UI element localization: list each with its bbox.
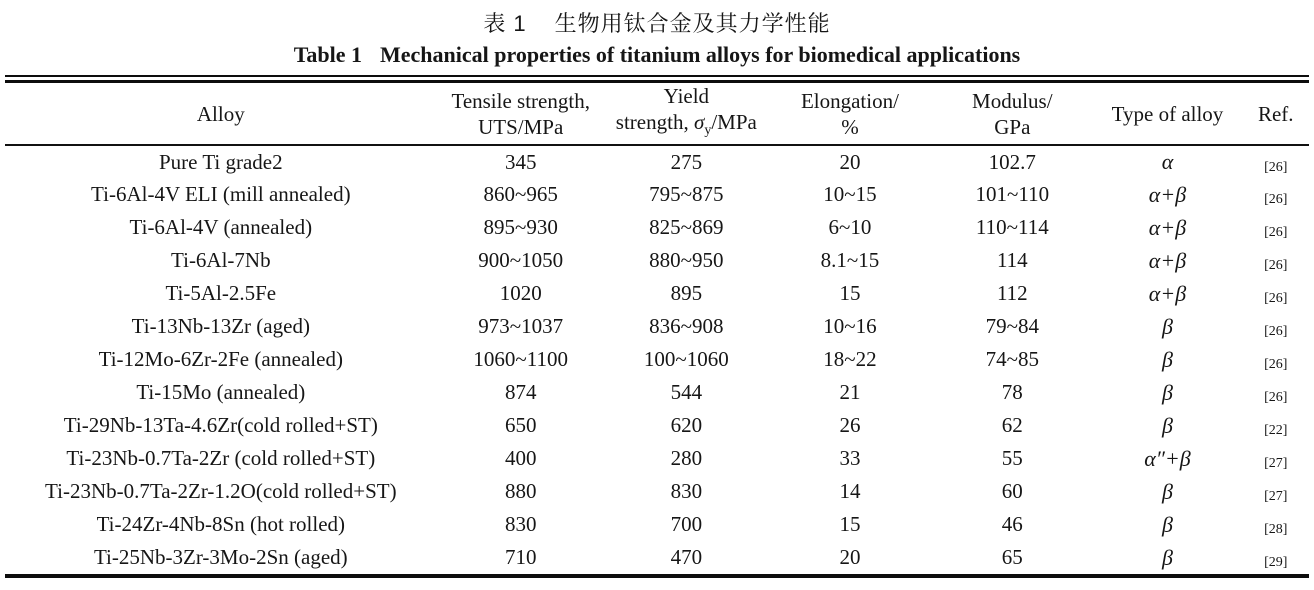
header-modulus-line2: GPa <box>994 114 1031 139</box>
table-bottom-rule <box>5 574 1309 578</box>
elongation-cell: 15 <box>839 281 861 306</box>
modulus-cell: 62 <box>1001 413 1023 438</box>
tensile-strength-cell: 860~965 <box>483 182 558 207</box>
yield-strength-cell: 825~869 <box>649 215 724 240</box>
table-row <box>5 343 1309 376</box>
yield-strength-cell: 620 <box>670 413 703 438</box>
elongation-cell: 21 <box>839 380 861 405</box>
header-tensile-line2: UTS/MPa <box>478 114 564 139</box>
alloy-type-cell: β <box>1161 478 1173 504</box>
reference-cell <box>1242 244 1309 277</box>
yield-strength-cell: 100~1060 <box>643 347 729 372</box>
elongation-cell: 26 <box>839 413 861 438</box>
reference-superscript: [28] <box>1264 522 1288 538</box>
yield-strength-cell: 830 <box>670 479 703 504</box>
elongation-cell: 33 <box>839 446 861 471</box>
elongation-cell: 20 <box>839 545 861 570</box>
alloy-cell: Ti-12Mo-6Zr-2Fe (annealed) <box>98 347 343 372</box>
table-row <box>5 310 1309 343</box>
header-yield-line2 <box>605 109 768 144</box>
reference-superscript: [27] <box>1264 489 1288 505</box>
reference-superscript: [22] <box>1264 423 1288 439</box>
elongation-cell: 20 <box>839 149 861 174</box>
header-modulus-line1: Modulus/ <box>972 88 1053 113</box>
alloy-type-cell: α″+β <box>1144 445 1191 471</box>
table-row <box>5 277 1309 310</box>
elongation-cell: 14 <box>839 479 861 504</box>
elongation-cell: 6~10 <box>828 215 872 240</box>
table-row <box>5 178 1309 211</box>
header-modulus <box>932 83 1092 145</box>
reference-superscript: [26] <box>1264 324 1288 340</box>
alloy-type-cell: β <box>1161 346 1173 372</box>
reference-superscript: [29] <box>1264 555 1288 571</box>
tensile-strength-cell: 345 <box>504 149 537 174</box>
table-row <box>5 508 1309 541</box>
alloy-properties-table <box>5 83 1309 574</box>
table-row <box>5 211 1309 244</box>
modulus-cell: 74~85 <box>985 347 1039 372</box>
yield-strength-cell: 470 <box>670 545 703 570</box>
reference-superscript: [26] <box>1264 258 1288 274</box>
table-row <box>5 475 1309 508</box>
table-row <box>5 541 1309 574</box>
alloy-cell: Ti-6Al-7Nb <box>171 248 271 273</box>
alloy-cell: Ti-23Nb-0.7Ta-2Zr (cold rolled+ST) <box>66 446 376 471</box>
elongation-cell: 10~15 <box>823 182 877 207</box>
modulus-cell: 101~110 <box>975 182 1050 207</box>
reference-superscript: [26] <box>1264 357 1288 373</box>
header-yield-line2-pre: strength, <box>615 110 694 134</box>
modulus-cell: 110~114 <box>975 215 1049 240</box>
reference-cell <box>1242 442 1309 475</box>
alloy-cell: Ti-25Nb-3Zr-3Mo-2Sn (aged) <box>93 545 348 570</box>
reference-cell <box>1242 376 1309 409</box>
header-type-of-alloy <box>1093 83 1243 145</box>
yield-strength-cell: 544 <box>670 380 703 405</box>
header-yield-line2-post: /MPa <box>711 110 757 134</box>
alloy-type-cell: α+β <box>1148 247 1187 273</box>
sigma-symbol: σ <box>693 110 705 134</box>
reference-superscript: [26] <box>1264 192 1288 208</box>
reference-superscript: [26] <box>1264 159 1288 175</box>
table-row <box>5 244 1309 277</box>
header-tensile-line1: Tensile strength, <box>451 88 590 113</box>
tensile-strength-cell: 650 <box>504 413 537 438</box>
table-body <box>5 145 1309 574</box>
alloy-cell: Ti-15Mo (annealed) <box>136 380 306 405</box>
table-top-rule <box>5 75 1309 83</box>
modulus-cell: 102.7 <box>988 149 1036 174</box>
header-elongation-line1: Elongation/ <box>800 88 899 113</box>
tensile-strength-cell: 900~1050 <box>478 248 564 273</box>
yield-strength-cell: 700 <box>670 512 703 537</box>
alloy-type-cell: β <box>1161 313 1173 339</box>
reference-cell <box>1242 310 1309 343</box>
alloy-type-cell: β <box>1161 412 1173 438</box>
modulus-cell: 112 <box>996 281 1028 306</box>
header-alloy <box>5 83 437 145</box>
reference-cell <box>1242 178 1309 211</box>
table-row <box>5 376 1309 409</box>
header-elongation <box>768 83 932 145</box>
alloy-type-cell: α <box>1161 149 1174 175</box>
alloy-cell: Ti-23Nb-0.7Ta-2Zr-1.2O(cold rolled+ST) <box>45 479 397 504</box>
modulus-cell: 46 <box>1001 512 1023 537</box>
yield-strength-cell: 880~950 <box>649 248 724 273</box>
header-yield-strength <box>605 83 768 145</box>
table-title-chinese-text: 生物用钛合金及其力学性能 <box>554 11 831 36</box>
table-title-english-text: Mechanical properties of titanium alloys for biomedical applications <box>380 42 1021 67</box>
reference-cell <box>1242 409 1309 442</box>
yield-strength-cell: 895 <box>670 281 703 306</box>
alloy-cell: Ti-6Al-4V (annealed) <box>129 215 313 240</box>
elongation-cell: 18~22 <box>823 347 877 372</box>
table-number-chinese: 表 1 <box>483 11 527 36</box>
alloy-cell: Ti-29Nb-13Ta-4.6Zr(cold rolled+ST) <box>63 413 378 438</box>
table-row <box>5 442 1309 475</box>
alloy-type-cell: β <box>1161 379 1173 405</box>
modulus-cell: 55 <box>1001 446 1023 471</box>
modulus-cell: 78 <box>1001 380 1023 405</box>
yield-strength-cell: 280 <box>670 446 703 471</box>
table-header <box>5 83 1309 145</box>
reference-cell <box>1242 541 1309 574</box>
sigma-subscript: y <box>704 123 712 139</box>
table-title-english <box>0 42 1314 68</box>
reference-cell <box>1242 343 1309 376</box>
alloy-cell: Ti-24Zr-4Nb-8Sn (hot rolled) <box>96 512 346 537</box>
alloy-type-cell: α+β <box>1148 280 1187 306</box>
header-row <box>5 83 1309 145</box>
header-ref-label: Ref. <box>1257 101 1294 126</box>
tensile-strength-cell: 710 <box>504 545 537 570</box>
alloy-cell: Ti-5Al-2.5Fe <box>165 281 277 306</box>
tensile-strength-cell: 973~1037 <box>478 314 564 339</box>
elongation-cell: 10~16 <box>823 314 877 339</box>
table-number-english: Table 1 <box>293 42 363 67</box>
header-tensile-strength <box>437 83 605 145</box>
header-ref <box>1242 83 1309 145</box>
header-alloy-label: Alloy <box>196 101 245 126</box>
reference-superscript: [27] <box>1264 456 1288 472</box>
modulus-cell: 60 <box>1001 479 1023 504</box>
tensile-strength-cell: 830 <box>504 512 537 537</box>
tensile-strength-cell: 1020 <box>499 281 542 306</box>
tensile-strength-cell: 400 <box>504 446 537 471</box>
alloy-cell: Pure Ti grade2 <box>158 149 283 174</box>
header-yield-line1: Yield <box>663 84 710 108</box>
alloy-type-cell: α+β <box>1148 214 1187 240</box>
table-row <box>5 409 1309 442</box>
yield-strength-cell: 795~875 <box>649 182 724 207</box>
alloy-cell: Ti-6Al-4V ELI (mill annealed) <box>91 182 351 207</box>
modulus-cell: 114 <box>996 248 1028 273</box>
modulus-cell: 79~84 <box>985 314 1039 339</box>
reference-cell <box>1242 211 1309 244</box>
reference-superscript: [26] <box>1264 225 1288 241</box>
header-type-label: Type of alloy <box>1111 101 1224 126</box>
modulus-cell: 65 <box>1001 545 1023 570</box>
alloy-type-cell: α+β <box>1148 181 1187 207</box>
table-container <box>5 75 1309 578</box>
reference-cell <box>1242 145 1309 178</box>
tensile-strength-cell: 874 <box>504 380 537 405</box>
elongation-cell: 15 <box>839 512 861 537</box>
tensile-strength-cell: 880 <box>504 479 537 504</box>
table-row <box>5 145 1309 178</box>
yield-strength-cell: 275 <box>670 149 703 174</box>
yield-strength-cell: 836~908 <box>649 314 724 339</box>
reference-superscript: [26] <box>1264 291 1288 307</box>
tensile-strength-cell: 1060~1100 <box>473 347 568 372</box>
reference-superscript: [26] <box>1264 390 1288 406</box>
alloy-cell: Ti-13Nb-13Zr (aged) <box>131 314 310 339</box>
elongation-cell: 8.1~15 <box>820 248 880 273</box>
header-elongation-line2: % <box>841 114 859 139</box>
reference-cell <box>1242 475 1309 508</box>
tensile-strength-cell: 895~930 <box>483 215 558 240</box>
reference-cell <box>1242 508 1309 541</box>
alloy-type-cell: β <box>1161 544 1173 570</box>
table-title-chinese <box>0 0 1314 38</box>
alloy-type-cell: β <box>1161 511 1173 537</box>
reference-cell <box>1242 277 1309 310</box>
